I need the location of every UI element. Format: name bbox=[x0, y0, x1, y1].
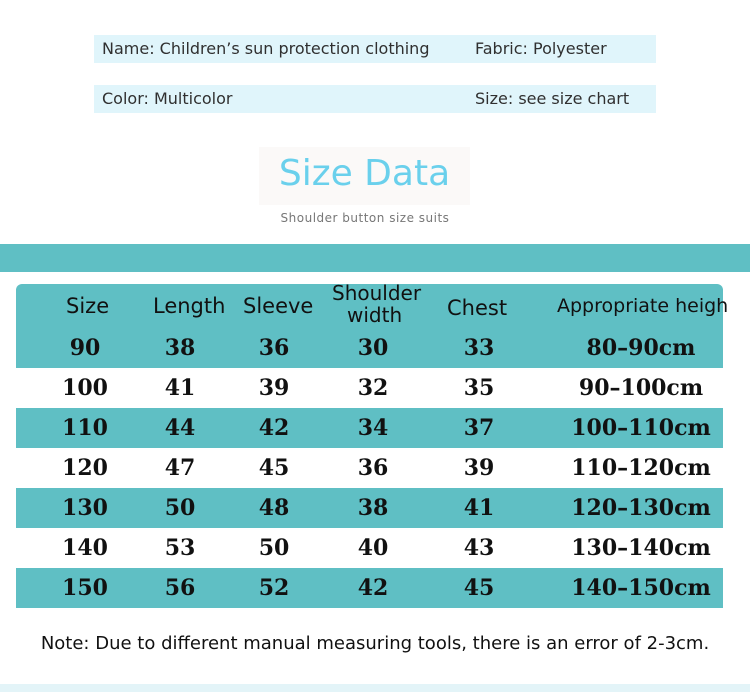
cell-size: 110 bbox=[62, 415, 108, 441]
size-table bbox=[16, 281, 729, 608]
color-label: Color: Multicolor bbox=[102, 89, 233, 108]
info-bar-color-size bbox=[94, 85, 656, 113]
cell-chest: 45 bbox=[463, 575, 495, 601]
cell-length: 41 bbox=[164, 375, 196, 401]
cell-chest: 41 bbox=[463, 495, 495, 521]
header-shoulder: Shoulder bbox=[332, 281, 422, 305]
cell-height: 120–130cm bbox=[571, 495, 711, 521]
cell-chest: 33 bbox=[463, 335, 495, 361]
info-bar-name-fabric bbox=[94, 35, 656, 63]
cell-length: 56 bbox=[164, 575, 196, 601]
cell-height: 90–100cm bbox=[578, 375, 704, 401]
table-row bbox=[16, 408, 723, 448]
header-size: Size bbox=[66, 294, 110, 318]
cell-size: 130 bbox=[62, 495, 108, 521]
cell-sleeve: 45 bbox=[258, 455, 290, 481]
header-sleeve: Sleeve bbox=[243, 294, 314, 318]
product-name-label: Name: Children’s sun protection clothing bbox=[102, 39, 430, 58]
measurement-note: Note: Due to different manual measuring tools, there is an error of 2-3cm. bbox=[40, 633, 710, 654]
cell-shoulder: 42 bbox=[357, 575, 389, 601]
cell-length: 44 bbox=[164, 415, 196, 441]
header-width: width bbox=[347, 303, 403, 327]
title-box bbox=[259, 147, 470, 205]
cell-shoulder: 40 bbox=[357, 535, 389, 561]
divider-band bbox=[0, 244, 750, 272]
header-appropriate-height: Appropriate heigh bbox=[557, 295, 729, 317]
cell-size: 100 bbox=[62, 375, 108, 401]
cell-chest: 37 bbox=[463, 415, 495, 441]
cell-length: 47 bbox=[164, 455, 196, 481]
cell-chest: 39 bbox=[463, 455, 495, 481]
cell-chest: 35 bbox=[463, 375, 495, 401]
cell-height: 140–150cm bbox=[571, 575, 711, 601]
header-length: Length bbox=[153, 294, 226, 318]
header-chest: Chest bbox=[447, 296, 508, 320]
bottom-strip bbox=[0, 684, 750, 692]
cell-sleeve: 42 bbox=[258, 415, 290, 441]
cell-height: 110–120cm bbox=[571, 455, 711, 481]
cell-size: 90 bbox=[69, 335, 101, 361]
cell-shoulder: 30 bbox=[357, 335, 389, 361]
fabric-label: Fabric: Polyester bbox=[475, 39, 607, 58]
cell-length: 38 bbox=[164, 335, 196, 361]
cell-shoulder: 34 bbox=[357, 415, 389, 441]
table-row bbox=[16, 368, 723, 408]
cell-sleeve: 48 bbox=[258, 495, 290, 521]
table-row bbox=[16, 528, 723, 568]
cell-shoulder: 36 bbox=[357, 455, 389, 481]
cell-height: 80–90cm bbox=[586, 335, 696, 361]
cell-sleeve: 39 bbox=[258, 375, 290, 401]
table-row bbox=[16, 568, 723, 608]
table-row bbox=[16, 488, 723, 528]
size-label: Size: see size chart bbox=[475, 89, 630, 108]
table-row bbox=[16, 448, 723, 488]
table-header bbox=[16, 281, 729, 328]
page-title: Size Data bbox=[278, 153, 451, 194]
cell-height: 130–140cm bbox=[571, 535, 711, 561]
cell-size: 140 bbox=[62, 535, 108, 561]
cell-length: 50 bbox=[164, 495, 196, 521]
cell-chest: 43 bbox=[463, 535, 495, 561]
cell-size: 120 bbox=[62, 455, 108, 481]
table-row bbox=[16, 328, 723, 368]
cell-shoulder: 38 bbox=[357, 495, 389, 521]
cell-length: 53 bbox=[164, 535, 196, 561]
cell-size: 150 bbox=[62, 575, 108, 601]
cell-shoulder: 32 bbox=[357, 375, 389, 401]
page-subtitle: Shoulder button size suits bbox=[280, 211, 450, 225]
cell-sleeve: 36 bbox=[258, 335, 290, 361]
cell-sleeve: 52 bbox=[258, 575, 290, 601]
cell-height: 100–110cm bbox=[571, 415, 711, 441]
cell-sleeve: 50 bbox=[258, 535, 290, 561]
